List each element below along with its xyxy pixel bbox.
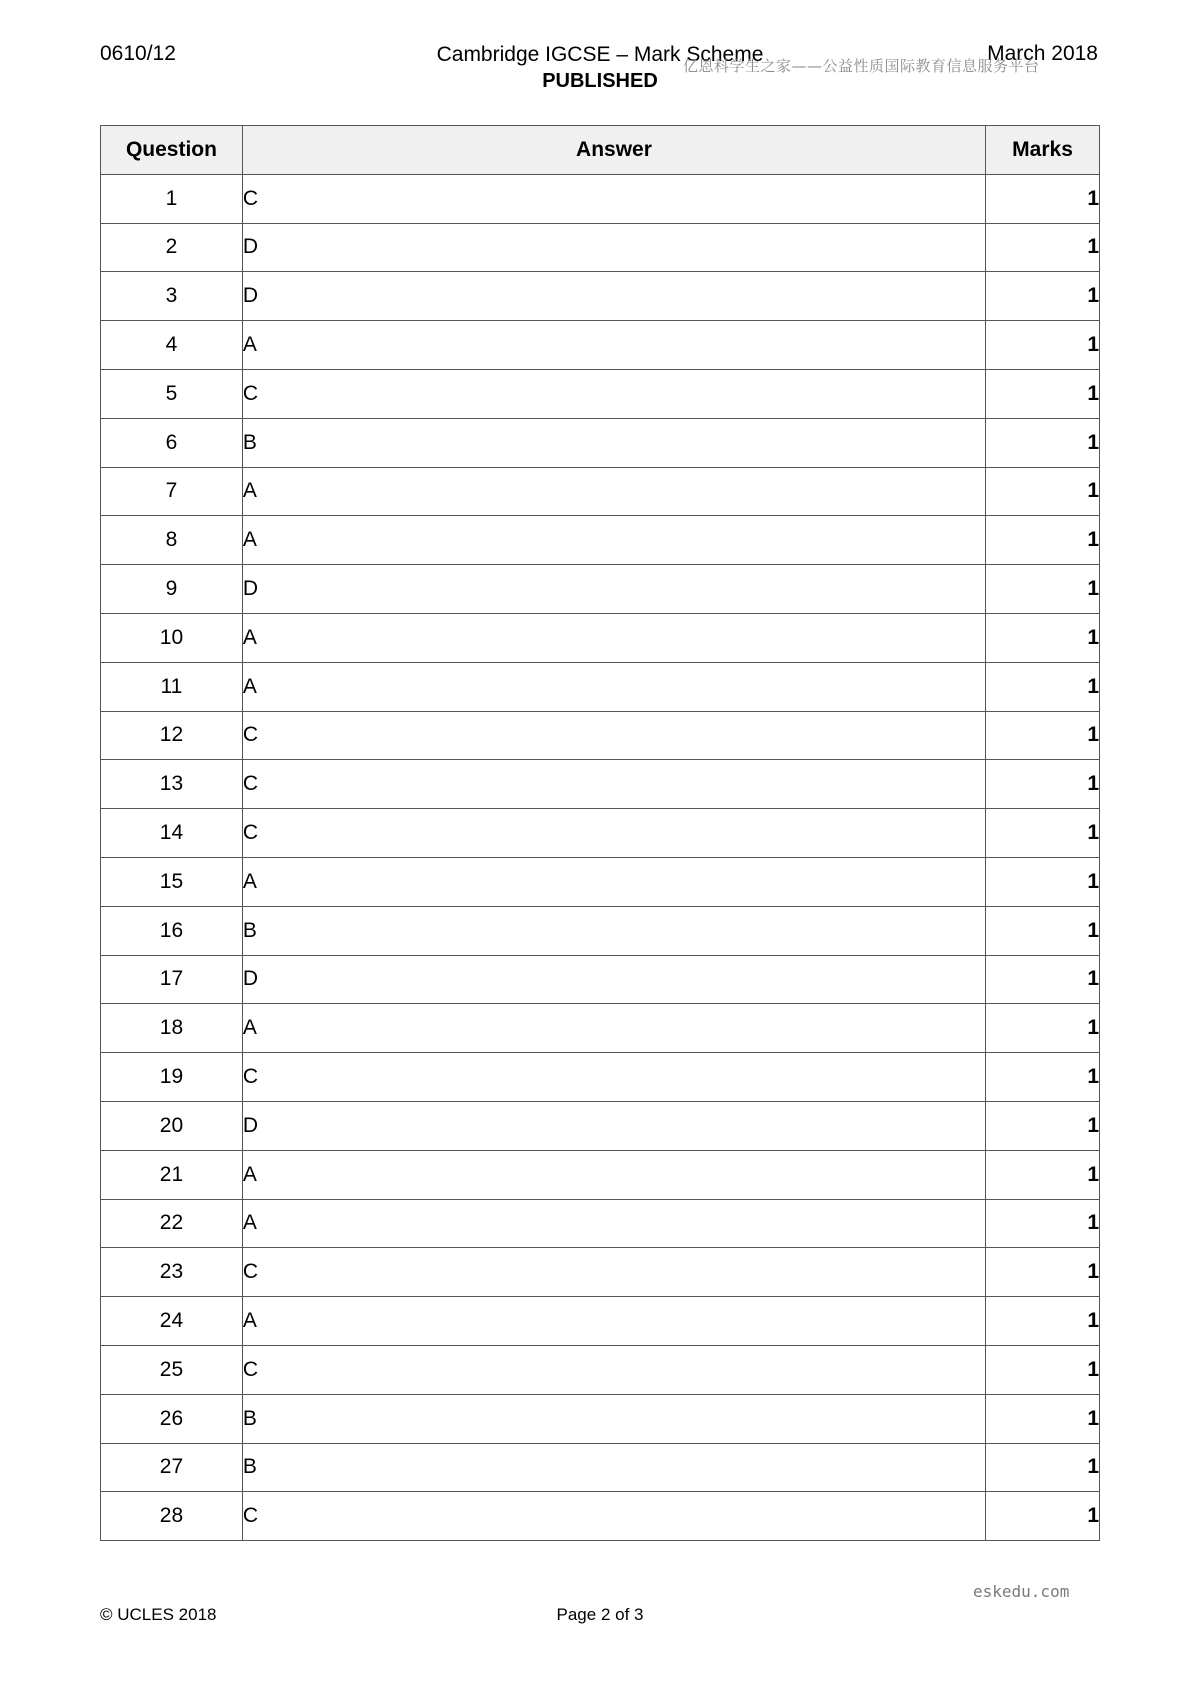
question-number-cell: 14 bbox=[101, 809, 243, 858]
table-row bbox=[101, 516, 1100, 565]
page-number: Page 2 of 3 bbox=[556, 1605, 644, 1624]
table-row bbox=[101, 760, 1100, 809]
question-number-cell: 16 bbox=[101, 906, 243, 955]
marks-cell: 1 bbox=[986, 174, 1100, 223]
column-header-marks: Marks bbox=[986, 126, 1100, 175]
marks-cell: 1 bbox=[986, 223, 1100, 272]
table-header-row bbox=[101, 126, 1100, 175]
marks-cell: 1 bbox=[986, 1199, 1100, 1248]
answer-cell: A bbox=[242, 1199, 985, 1248]
published-label: PUBLISHED bbox=[542, 70, 658, 92]
marks-cell: 1 bbox=[986, 321, 1100, 370]
marks-cell: 1 bbox=[986, 418, 1100, 467]
table-row bbox=[101, 369, 1100, 418]
question-number-cell: 22 bbox=[101, 1199, 243, 1248]
table-row bbox=[101, 1297, 1100, 1346]
marks-cell: 1 bbox=[986, 711, 1100, 760]
question-number-cell: 1 bbox=[101, 174, 243, 223]
answer-cell: C bbox=[242, 1345, 985, 1394]
watermark-bottom: eskedu.com bbox=[973, 1582, 1070, 1601]
marks-cell: 1 bbox=[986, 760, 1100, 809]
paper-code: 0610/12 bbox=[100, 42, 176, 65]
watermark-top: 亿恩科学生之家——公益性质国际教育信息服务平台 bbox=[683, 57, 1040, 75]
answer-cell: A bbox=[242, 662, 985, 711]
question-number-cell: 9 bbox=[101, 565, 243, 614]
table-row bbox=[101, 1345, 1100, 1394]
column-header-answer: Answer bbox=[242, 126, 985, 175]
question-number-cell: 11 bbox=[101, 662, 243, 711]
question-number-cell: 2 bbox=[101, 223, 243, 272]
answer-cell: D bbox=[242, 223, 985, 272]
question-number-cell: 21 bbox=[101, 1150, 243, 1199]
question-number-cell: 28 bbox=[101, 1492, 243, 1541]
marks-cell: 1 bbox=[986, 906, 1100, 955]
table-row bbox=[101, 906, 1100, 955]
table-row bbox=[101, 174, 1100, 223]
question-number-cell: 20 bbox=[101, 1101, 243, 1150]
question-number-cell: 3 bbox=[101, 272, 243, 321]
table-body bbox=[101, 174, 1100, 1540]
table-row bbox=[101, 809, 1100, 858]
question-number-cell: 26 bbox=[101, 1394, 243, 1443]
question-number-cell: 5 bbox=[101, 369, 243, 418]
marks-cell: 1 bbox=[986, 1492, 1100, 1541]
question-number-cell: 15 bbox=[101, 857, 243, 906]
marks-cell: 1 bbox=[986, 1004, 1100, 1053]
table-row bbox=[101, 223, 1100, 272]
answer-cell: C bbox=[242, 1053, 985, 1102]
table-row bbox=[101, 955, 1100, 1004]
answer-cell: A bbox=[242, 321, 985, 370]
answer-cell: B bbox=[242, 1394, 985, 1443]
question-number-cell: 12 bbox=[101, 711, 243, 760]
marks-cell: 1 bbox=[986, 1150, 1100, 1199]
answer-cell: C bbox=[242, 711, 985, 760]
table-row bbox=[101, 418, 1100, 467]
marks-cell: 1 bbox=[986, 1101, 1100, 1150]
answer-cell: A bbox=[242, 1150, 985, 1199]
question-number-cell: 10 bbox=[101, 613, 243, 662]
table-row bbox=[101, 613, 1100, 662]
question-number-cell: 25 bbox=[101, 1345, 243, 1394]
answer-cell: C bbox=[242, 369, 985, 418]
answer-cell: C bbox=[242, 1492, 985, 1541]
question-number-cell: 23 bbox=[101, 1248, 243, 1297]
answer-cell: B bbox=[242, 1443, 985, 1492]
exam-date: March 2018 bbox=[987, 42, 1098, 65]
marks-cell: 1 bbox=[986, 857, 1100, 906]
question-number-cell: 13 bbox=[101, 760, 243, 809]
answer-cell: D bbox=[242, 1101, 985, 1150]
column-header-question: Question bbox=[101, 126, 243, 175]
answer-cell: D bbox=[242, 955, 985, 1004]
answer-cell: A bbox=[242, 1297, 985, 1346]
table-row bbox=[101, 1101, 1100, 1150]
copyright: © UCLES 2018 bbox=[100, 1605, 217, 1624]
document-title: Cambridge IGCSE – Mark Scheme bbox=[436, 43, 764, 66]
marks-cell: 1 bbox=[986, 1394, 1100, 1443]
table-row bbox=[101, 1394, 1100, 1443]
answer-cell: A bbox=[242, 613, 985, 662]
answer-cell: A bbox=[242, 1004, 985, 1053]
marks-cell: 1 bbox=[986, 1053, 1100, 1102]
mark-scheme-table bbox=[100, 125, 1100, 1541]
marks-cell: 1 bbox=[986, 1345, 1100, 1394]
marks-cell: 1 bbox=[986, 662, 1100, 711]
table-row bbox=[101, 1492, 1100, 1541]
table-row bbox=[101, 857, 1100, 906]
answer-cell: C bbox=[242, 760, 985, 809]
table-row bbox=[101, 565, 1100, 614]
question-number-cell: 27 bbox=[101, 1443, 243, 1492]
table-row bbox=[101, 662, 1100, 711]
table-row bbox=[101, 1248, 1100, 1297]
answer-cell: D bbox=[242, 565, 985, 614]
marks-cell: 1 bbox=[986, 516, 1100, 565]
question-number-cell: 19 bbox=[101, 1053, 243, 1102]
question-number-cell: 7 bbox=[101, 467, 243, 516]
question-number-cell: 18 bbox=[101, 1004, 243, 1053]
marks-cell: 1 bbox=[986, 809, 1100, 858]
answer-cell: B bbox=[242, 418, 985, 467]
table-row bbox=[101, 1150, 1100, 1199]
question-number-cell: 6 bbox=[101, 418, 243, 467]
question-number-cell: 4 bbox=[101, 321, 243, 370]
marks-cell: 1 bbox=[986, 613, 1100, 662]
marks-cell: 1 bbox=[986, 467, 1100, 516]
table-row bbox=[101, 272, 1100, 321]
answer-cell: B bbox=[242, 906, 985, 955]
answer-cell: A bbox=[242, 516, 985, 565]
answer-cell: C bbox=[242, 809, 985, 858]
question-number-cell: 24 bbox=[101, 1297, 243, 1346]
marks-cell: 1 bbox=[986, 369, 1100, 418]
marks-cell: 1 bbox=[986, 1297, 1100, 1346]
table-row bbox=[101, 1199, 1100, 1248]
answer-cell: A bbox=[242, 467, 985, 516]
table-row bbox=[101, 1443, 1100, 1492]
marks-cell: 1 bbox=[986, 1443, 1100, 1492]
answer-cell: D bbox=[242, 272, 985, 321]
table-row bbox=[101, 1053, 1100, 1102]
marks-cell: 1 bbox=[986, 1248, 1100, 1297]
table-row bbox=[101, 321, 1100, 370]
answer-cell: A bbox=[242, 857, 985, 906]
answer-cell: C bbox=[242, 1248, 985, 1297]
table-row bbox=[101, 711, 1100, 760]
table-row bbox=[101, 1004, 1100, 1053]
question-number-cell: 17 bbox=[101, 955, 243, 1004]
question-number-cell: 8 bbox=[101, 516, 243, 565]
table-row bbox=[101, 467, 1100, 516]
marks-cell: 1 bbox=[986, 565, 1100, 614]
marks-cell: 1 bbox=[986, 955, 1100, 1004]
answer-cell: C bbox=[242, 174, 985, 223]
marks-cell: 1 bbox=[986, 272, 1100, 321]
